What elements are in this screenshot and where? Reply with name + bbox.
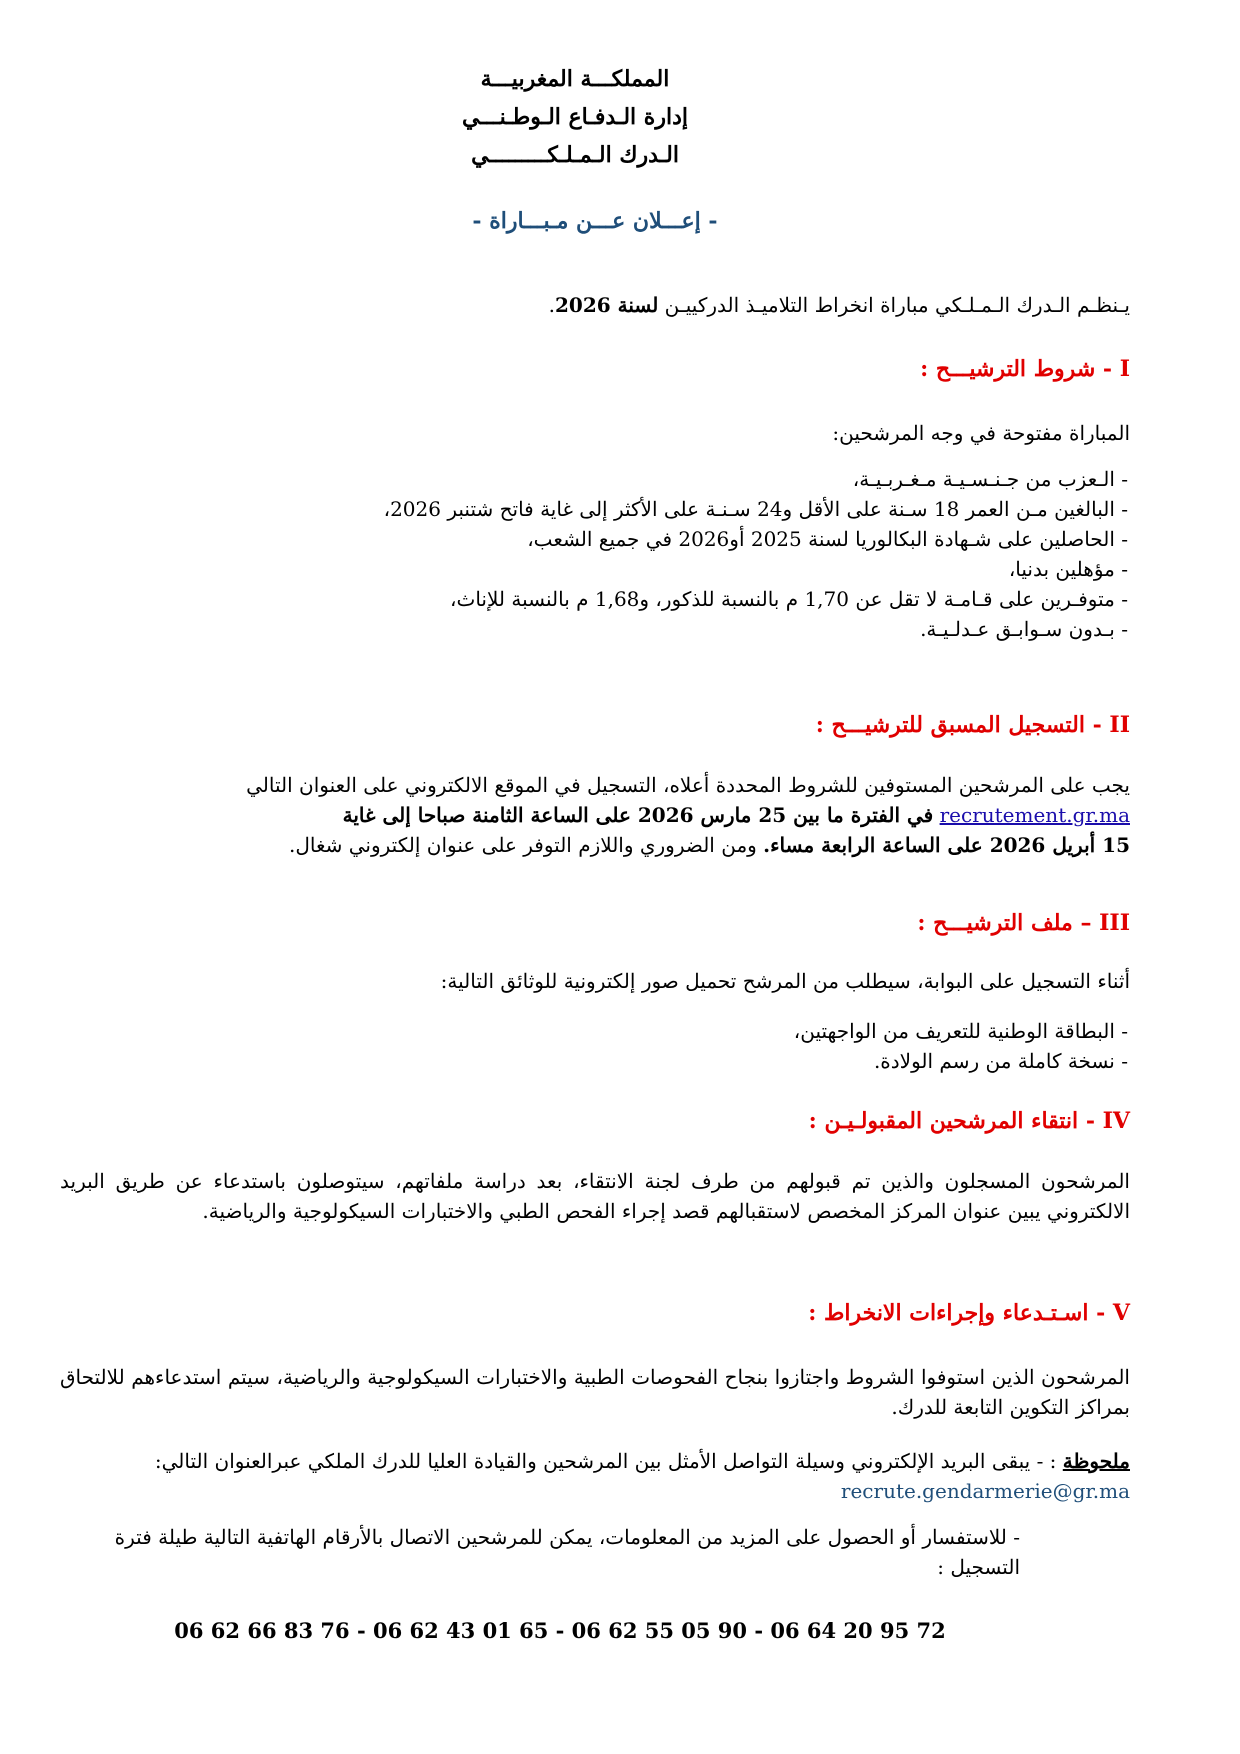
section-3-documents-list	[58, 1016, 1128, 1076]
registration-email-note: ومن الضروري واللازم التوفر على عنوان إلكتروني شغال.	[289, 833, 764, 857]
header-kingdom: المملكـــة المغربيـــة	[480, 66, 670, 92]
condition-height: - متوفـرين على قـامـة لا تقل عن 1,70 م بالنسبة للذكور، و1,68 م بالنسبة للإناث،	[450, 587, 1128, 611]
section-5-paragraph: المرشحون الذين استوفوا الشروط واجتازوا بنجاح الفحوصات الطبية والاختبارات السيكولوجية والرياضية، سيتم استدعاءهم للالتحاق بمراكز التكوين التابعة للدرك.	[60, 1365, 1130, 1419]
document-birth-certificate: - نسخة كاملة من رسم الولادة.	[873, 1049, 1128, 1073]
note-block	[60, 1446, 1130, 1582]
section-3-title: III – ملف الترشيـــح :	[917, 910, 1130, 936]
section-1-title: I - شروط الترشيـــح :	[920, 356, 1130, 382]
condition-nationality: - الـعزب من جـنـسـيـة مـغـربـيـة،	[852, 467, 1128, 491]
section-4-paragraph: المرشحون المسجلون والذين تم قبولهم من طرف لجنة الانتقاء، بعد دراسة ملفاتهم، سيتوصلون باستدعاء عن طريق البريد الالكتروني يبين عنوان المركز المخصص لاستقبالهم قصد إجراء الفحص الطبي والاختبارات السيكولوجية والرياضية.	[60, 1169, 1130, 1223]
section-3-lead: أثناء التسجيل على البوابة، سيطلب من المرشح تحميل صور إلكترونية للوثائق التالية:	[440, 969, 1130, 993]
document-id-card: - البطاقة الوطنية للتعريف من الواجهتين،	[793, 1019, 1128, 1043]
intro-end: .	[548, 293, 555, 317]
section-5-title: V - اسـتـدعاء وإجراءات الانخراط :	[808, 1300, 1130, 1326]
section-2-paragraph	[60, 770, 1130, 860]
header-administration: إدارة الـدفـاع الـوطـنـــي	[462, 104, 688, 130]
intro-text: يـنظـم الـدرك الـمـلـكي مباراة انخراط التلاميـذ الدركييـن	[658, 293, 1130, 317]
contact-email[interactable]: recrute.gendarmerie@gr.ma	[840, 1479, 1130, 1503]
intro-year: لسنة 2026	[554, 293, 659, 317]
letterhead	[0, 60, 1150, 174]
note-colon: :	[1043, 1449, 1063, 1473]
section-1-conditions-list	[58, 464, 1128, 644]
registration-link[interactable]: recrutement.gr.ma	[939, 803, 1130, 827]
section-2-title: II - التسجيل المسبق للترشيـــح :	[815, 712, 1130, 738]
note-label: ملحوظة	[1062, 1449, 1130, 1473]
phone-numbers: 06 62 66 83 76 - 06 62 43 01 65 - 06 62 55 05 90 - 06 64 20 95 72	[174, 1618, 946, 1643]
registration-deadline: 15 أبريل 2026 على الساعة الرابعة مساء.	[763, 833, 1130, 857]
section-2-line1: يجب على المرشحين المستوفين للشروط المحددة أعلاه، التسجيل في الموقع الالكتروني على العنوان التالي	[246, 773, 1130, 797]
section-4-title: IV - انتقاء المرشحين المقبولـيـن :	[808, 1108, 1130, 1134]
note-phone-info: - للاستفسار أو الحصول على المزيد من المعلومات، يمكن للمرشحين الاتصال بالأرقام الهاتفية التالية طيلة فترة التسجيل :	[114, 1525, 1020, 1579]
registration-period: في الفترة ما بين 25 مارس 2026 على الساعة الثامنة صباحا إلى غاية	[342, 803, 934, 827]
intro-paragraph	[60, 290, 1130, 320]
announcement-title: - إعـــلان عـــن مـبـــاراة -	[472, 208, 718, 234]
condition-physical: - مؤهلين بدنيا،	[1008, 557, 1128, 581]
section-1-lead: المباراة مفتوحة في وجه المرشحين:	[832, 421, 1130, 445]
condition-age: - البالغين مـن العمر 18 سـنة على الأقل و24 سـنـة على الأكثر إلى غاية فاتح شتنبر 2026،	[383, 497, 1128, 521]
condition-baccalaureate: - الحاصلين على شـهادة البكالوريا لسنة 2025 أو2026 في جميع الشعب،	[527, 527, 1128, 551]
condition-record: - بـدون سـوابـق عـدلـيـة.	[920, 617, 1128, 641]
header-gendarmerie: الـدرك الـمـلـكـــــــــي	[471, 142, 679, 168]
note-email-text: - يبقى البريد الإلكتروني وسيلة التواصل الأمثل بين المرشحين والقيادة العليا للدرك الملكي عبرالعنوان التالي:	[154, 1449, 1044, 1473]
